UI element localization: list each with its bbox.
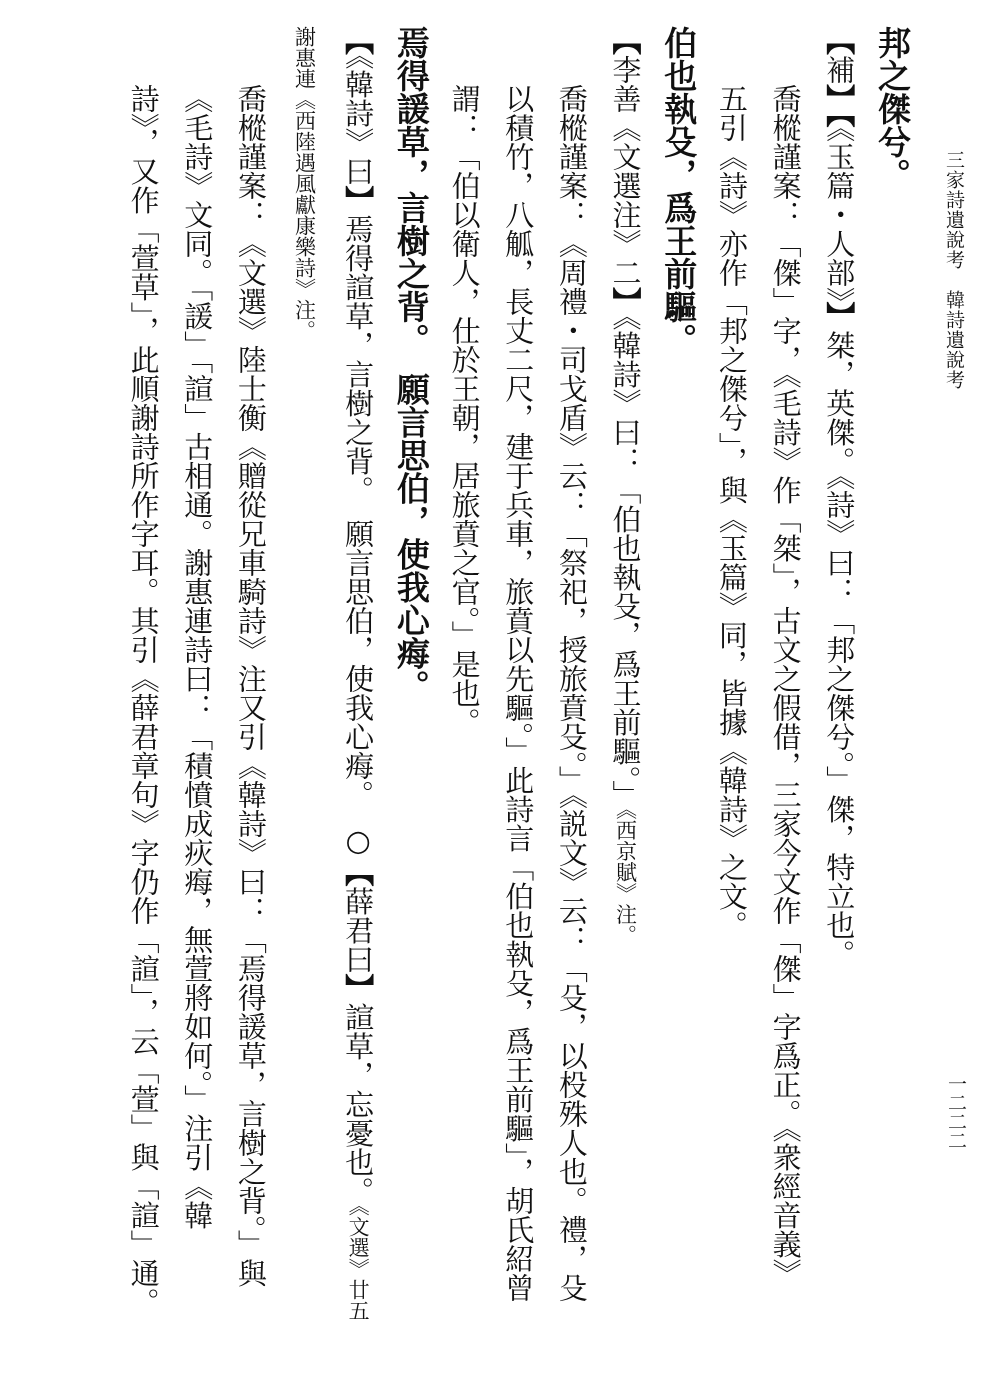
commentary-line: [758, 26, 812, 1366]
source-annotation: 謝惠連《西陸遇風獻康樂詩》注。: [292, 26, 317, 341]
commentary-line: [116, 26, 170, 1366]
source-annotation: 《文選》廿五: [346, 1205, 371, 1321]
commentary-text: 李善《文選注》二: [608, 55, 643, 287]
bracket-mark: 【: [341, 26, 376, 55]
source-annotation: 《西京賦》注。: [613, 809, 638, 946]
commentary-text: 喬樅謹案：《周禮・司戈盾》云：「祭祀，授旅賁殳。」《説文》云：「殳，以杸殊人也。禮，殳: [554, 84, 589, 1302]
bracket-mark: 】: [341, 185, 376, 215]
commentary-line: [704, 26, 758, 1366]
commentary-line: [544, 26, 598, 1366]
bracket-mark: 】: [608, 287, 643, 316]
main-text-body: [116, 26, 918, 1366]
commentary-text: 薛君曰: [341, 886, 376, 974]
verse-line: 焉得諼草，言樹之背。 願言思伯，使我心痗。: [391, 26, 431, 703]
bracket-mark: 【: [822, 26, 857, 55]
commentary-text: 焉得諠草，言樹之背。 願言思伯，使我心痗。 ○: [341, 214, 376, 858]
commentary-line: [170, 26, 224, 1366]
commentary-line: [812, 26, 866, 1366]
commentary-line: [330, 26, 384, 1366]
commentary-text: 《玉篇・人部》: [822, 127, 857, 302]
verse-line: 伯也執殳，爲王前驅。: [659, 26, 699, 356]
verse-line: 邦之傑兮。: [873, 26, 912, 191]
bracket-mark: 】: [822, 301, 857, 331]
commentary-text: 補: [822, 55, 857, 84]
commentary-line: [277, 26, 331, 1366]
commentary-text: 喬樅謹案：《文選》陸士衡《贈從兄車騎詩》注又引《韓詩》曰：「焉得諼草，言樹之背。」與: [233, 84, 268, 1288]
commentary-text: 《毛詩》文同。「諼」「諠」古相通。謝惠連詩曰：「積憤成疢痗，無萱將如何。」注引《韓: [180, 84, 215, 1230]
commentary-text: 《韓詩》曰：「伯也執殳，爲王前驅。」: [608, 316, 643, 809]
bracket-mark: 】: [341, 973, 376, 1003]
commentary-line: [223, 26, 277, 1366]
page-number: 一二二二: [945, 1074, 967, 1150]
bracket-mark: 【: [608, 26, 643, 55]
commentary-text: 詩》，又作「萱草」，此順謝詩所作字耳。其引《薛君章句》字仍作「諠」，云「萱」與「諠」通。: [126, 84, 161, 1317]
commentary-text: 五引《詩》亦作「邦之傑兮」，與《玉篇》同，皆據《韓詩》之文。: [714, 84, 749, 940]
commentary-text: 喬樅謹案：「傑」字，《毛詩》作「桀」，古文之假借，三家今文作「傑」字爲正。《衆經音義》: [768, 84, 803, 1288]
commentary-text: 諠草，忘憂也。: [341, 1002, 376, 1206]
commentary-line: [598, 26, 652, 1366]
bracket-mark: 【: [341, 857, 376, 887]
commentary-text: 謂：「伯以衛人，仕於王朝，居旅賁之官。」是也。: [447, 84, 482, 737]
commentary-text: 桀，英傑。《詩》曰：「邦之傑兮。」傑，特立也。: [822, 330, 857, 969]
running-header-title: 三家詩遺說考 韓詩遺說考: [943, 150, 965, 390]
commentary-text: 《韓詩》曰: [341, 55, 376, 186]
commentary-line: [491, 26, 545, 1366]
bracket-mark: 】【: [822, 84, 857, 128]
commentary-text: 以積竹，八觚，長丈二尺，建于兵車，旅賁以先驅。」此詩言「伯也執殳，爲王前驅」，胡氏紹曾: [501, 84, 536, 1302]
commentary-line: [437, 26, 491, 1366]
